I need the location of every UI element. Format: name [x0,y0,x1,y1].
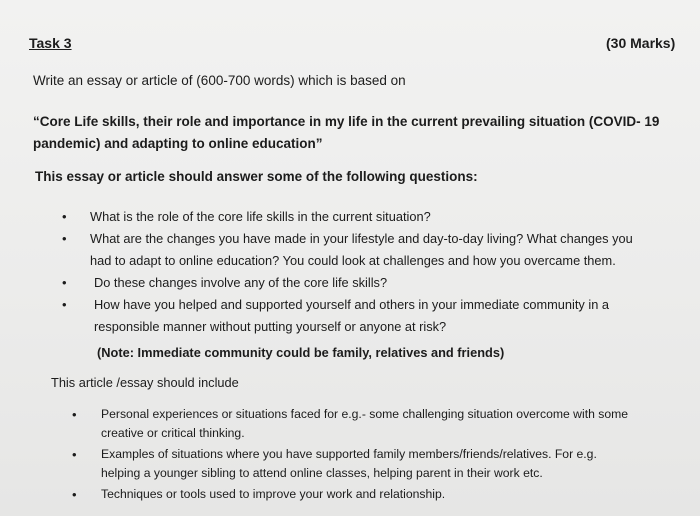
task-title: Task 3 [29,35,72,51]
essay-topic [33,111,659,155]
questions-list [62,206,682,338]
include-line: creative or critical thinking. [101,426,245,440]
bullet-icon: • [62,209,67,224]
include-heading: This article /essay should include [51,375,239,390]
bullet-icon: • [72,487,77,502]
include-line: Examples of situations where you have supported family members/friends/relatives. For e.g. [101,447,597,461]
include-line: Techniques or tools used to improve your work and relationship. [101,487,446,501]
question-item [62,272,682,294]
question-line: How have you helped and supported yourself and others in your immediate community in a [94,297,610,312]
bullet-icon: • [62,231,67,246]
include-item [72,485,672,504]
marks-label: (30 Marks) [606,35,676,51]
include-item [72,405,672,443]
question-line: Do these changes involve any of the core life skills? [94,275,388,290]
topic-line-2: pandemic) and adapting to online education” [33,136,323,151]
include-line: helping a younger sibling to attend online classes, helping parent in their work etc. [101,466,543,480]
note-text: (Note: Immediate community could be family, relatives and friends) [97,345,505,360]
question-item [62,294,682,338]
question-item [62,206,682,228]
question-line: responsible manner without putting yourself or anyone at risk? [94,319,447,334]
include-item [72,445,672,483]
bullet-icon: • [62,275,67,290]
include-line: Personal experiences or situations faced for e.g.- some challenging situation overcome with some [101,407,629,421]
include-list [72,405,672,504]
bullet-icon: • [72,447,77,462]
bullet-icon: • [72,407,77,422]
question-line: had to adapt to online education? You could look at challenges and how you overcame them. [90,253,616,268]
intro-text: Write an essay or article of (600-700 words) which is based on [33,73,406,88]
questions-heading: This essay or article should answer some of the following questions: [35,169,478,184]
question-item [62,228,682,272]
bullet-icon: • [62,297,67,312]
topic-line-1: “Core Life skills, their role and importance in my life in the current prevailing situation (COVID- 19 [33,114,660,129]
question-line: What are the changes you have made in your lifestyle and day-to-day living? What changes you [90,231,633,246]
question-line: What is the role of the core life skills in the current situation? [90,209,431,224]
